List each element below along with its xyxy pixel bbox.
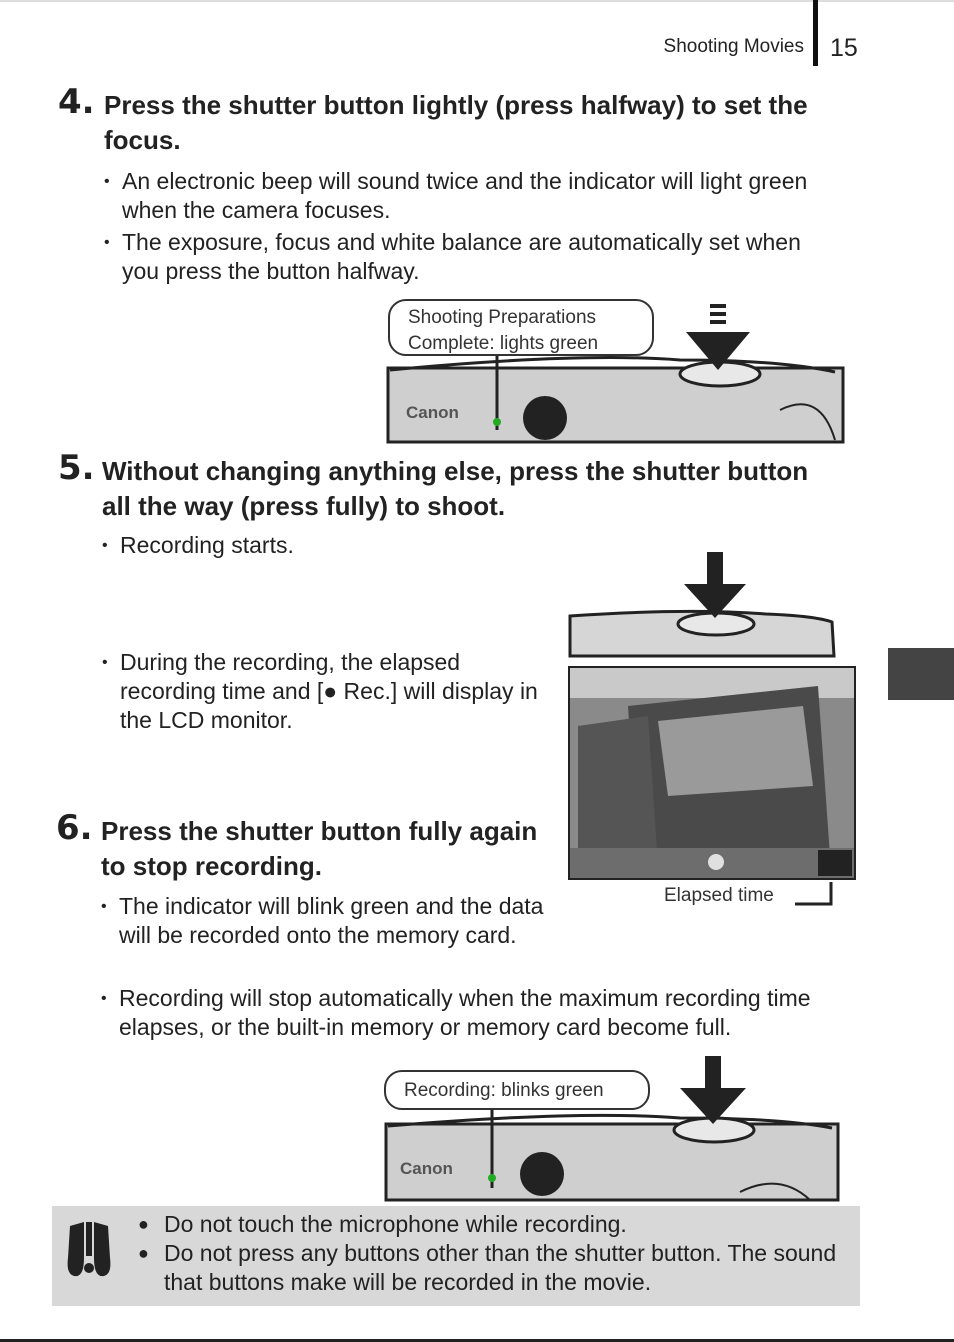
callout-recording: Recording: blinks green xyxy=(384,1070,650,1110)
callout-line-2: Complete: lights green xyxy=(408,333,599,354)
callout-line-1: Shooting Preparations xyxy=(408,307,597,328)
callout-shooting-ready xyxy=(388,299,654,356)
step-6-bullet-1: • The indicator will blink green and the data will be recorded onto the memory card. xyxy=(101,892,569,950)
arrow-down-icon xyxy=(680,1056,746,1124)
camera-brand-label: Canon xyxy=(400,1159,453,1178)
lens-icon xyxy=(523,396,567,440)
camera-top-illustration-2 xyxy=(566,546,856,658)
step-5-number: 5. xyxy=(58,448,95,488)
indicator-lamp-icon xyxy=(493,418,501,426)
step-5-bullet-2: • During the recording, the elapsed recording time and [● Rec.] will display in the LCD monitor. xyxy=(102,648,540,735)
section-title: Shooting Movies xyxy=(663,36,804,57)
indicator-lamp-icon xyxy=(488,1174,496,1182)
top-rule xyxy=(0,0,954,2)
step-6-number: 6. xyxy=(56,808,93,848)
header-divider xyxy=(813,0,818,66)
step-6-heading: Press the shutter button fully again to stop recording. xyxy=(101,816,538,881)
caution-icon xyxy=(64,1218,114,1282)
step-5-bullet-1: • Recording starts. xyxy=(102,531,540,560)
camera-brand-label: Canon xyxy=(406,403,459,422)
caution-box xyxy=(52,1206,860,1306)
step-4-bullet-2: • The exposure, focus and white balance are automatically set when you press the button halfway. xyxy=(104,228,844,286)
caption-pointer xyxy=(795,880,835,910)
step-6-bullet-2: • Recording will stop automatically when the maximum recording time elapses, or the built-in memory or memory card become full. xyxy=(101,984,889,1042)
page-number: 15 xyxy=(830,34,858,62)
rec-icon xyxy=(708,854,724,870)
step-4-bullets xyxy=(104,167,844,286)
lens-icon xyxy=(520,1152,564,1196)
arrow-down-icon xyxy=(684,552,746,618)
caution-item-2: ● Do not press any buttons other than the shutter button. The sound that buttons make will be recorded in the movie. xyxy=(138,1240,837,1295)
caution-item-1: ● Do not touch the microphone while recording. xyxy=(138,1211,627,1237)
step-4-number: 4. xyxy=(58,82,95,122)
elapsed-time-caption: Elapsed time xyxy=(664,885,774,906)
step-4-bullet-1: • An electronic beep will sound twice and the indicator will light green when the camera focuses. xyxy=(104,167,844,225)
lcd-monitor-photo xyxy=(568,666,856,880)
step-4-heading: Press the shutter button lightly (press halfway) to set the focus. xyxy=(104,90,808,155)
step-5-heading: Without changing anything else, press the shutter button all the way (press fully) to shoot. xyxy=(102,456,809,521)
chapter-tab xyxy=(888,648,954,700)
